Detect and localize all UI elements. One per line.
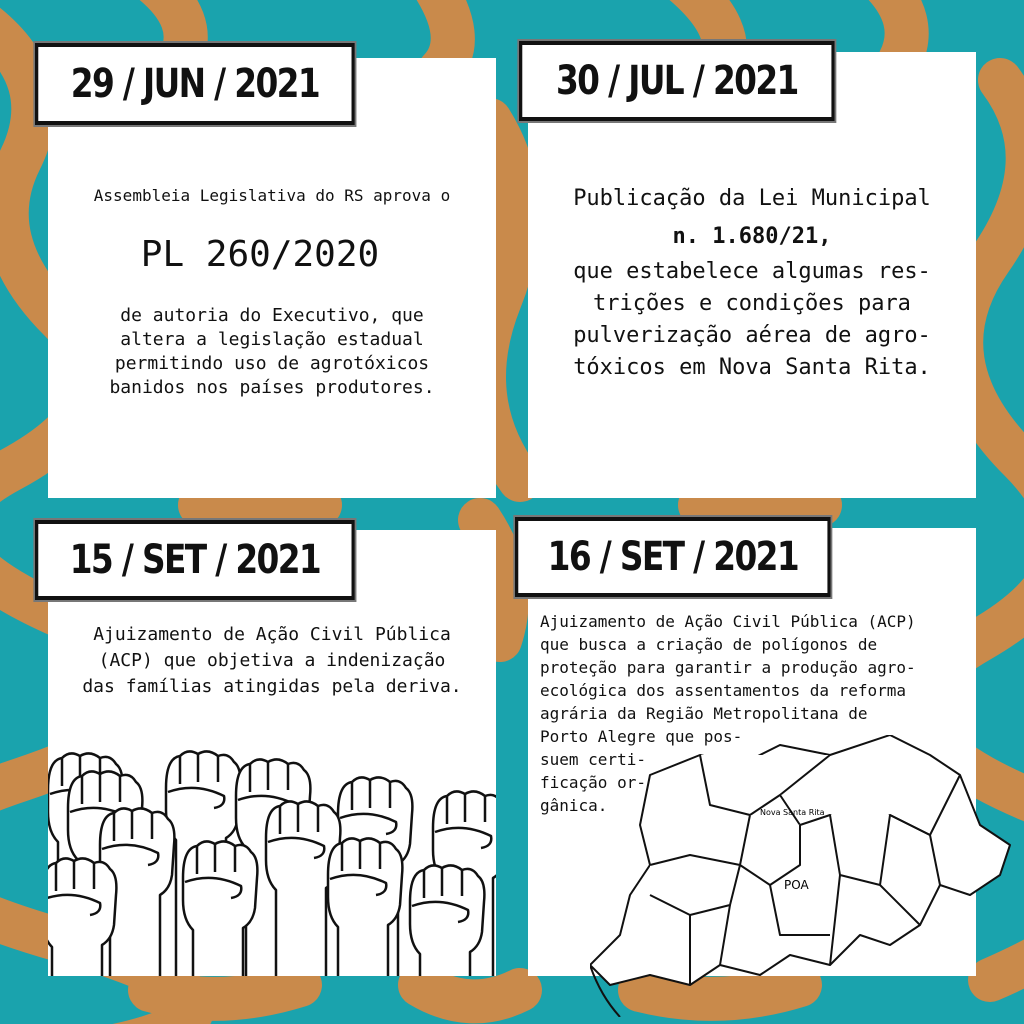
card4-tail: suem certi- ficação or- gânica. [540, 750, 646, 815]
map-label-nova-santa-rita: Nova Santa Rita [760, 808, 825, 817]
date-tag-jun-2021: 29 / JUN / 2021 [35, 43, 355, 125]
map-label-poa: POA [784, 878, 809, 892]
card2-line1: Publicação da Lei Municipal [573, 186, 931, 211]
card1-body: de autoria do Executivo, que altera a legislação estadual permitindo uso de agrotóxicos banidos nos países produtores. [109, 305, 435, 398]
card1-intro: Assembleia Legislativa do RS aprova o [93, 186, 451, 205]
raised-fists-icon [48, 750, 496, 976]
card2-line2: n. 1.680/21, [672, 224, 832, 249]
date-tag-jul-2021: 30 / JUL / 2021 [519, 41, 835, 121]
card2-rest: que estabelece algumas res- trições e condições para pulverização aérea de agro- tóxicos em Nova Santa Rita. [573, 259, 931, 380]
date-tag-16-set-2021: 16 / SET / 2021 [515, 517, 831, 597]
metropolitan-region-map-icon [590, 735, 1022, 1017]
card4-body: Ajuizamento de Ação Civil Pública (ACP) que busca a criação de polígonos de proteção para garantir a produção agro- ecológica dos assentamentos da reforma agrária da Região Metropolitana de Porto Alegre que pos- [540, 612, 916, 746]
card1-headline: PL 260/2020 [140, 234, 380, 275]
card3-body: Ajuizamento de Ação Civil Pública (ACP) que objetiva a indenização das famílias atingidas pela deriva. [82, 624, 462, 697]
date-tag-15-set-2021: 15 / SET / 2021 [35, 520, 355, 600]
